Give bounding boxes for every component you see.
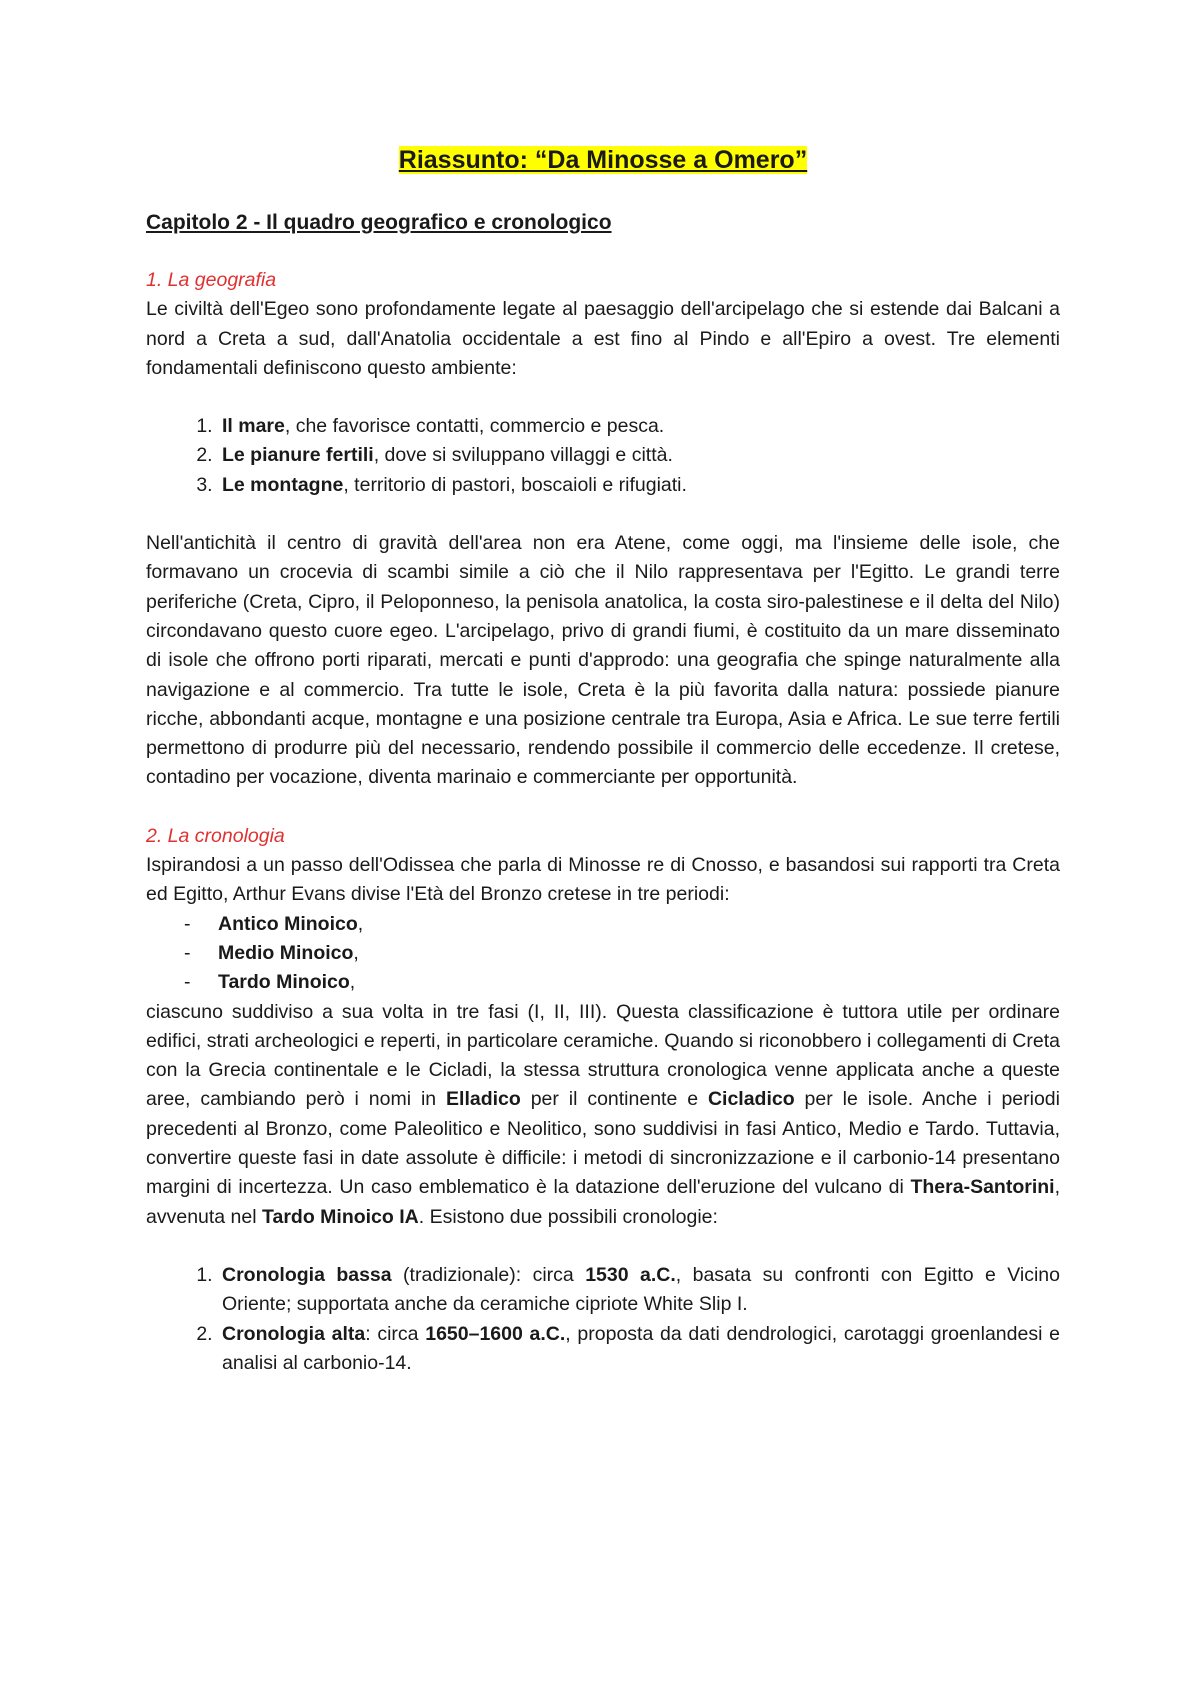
document-title — [146, 142, 1060, 178]
list-item — [184, 939, 1060, 968]
chronologies-list — [146, 1261, 1060, 1378]
list-item — [218, 412, 1060, 441]
text-run: (tradizionale): circa — [391, 1263, 586, 1286]
bold-term: Tardo Minoico IA — [262, 1205, 419, 1228]
text-run: , basata su confronti con Egitto e Vicino Oriente; supportata anche da ceramiche cipriote White Slip I. — [222, 1263, 1061, 1316]
geography-elements-list — [146, 412, 1060, 500]
list-item — [218, 1320, 1060, 1379]
list-item-bold: Il mare — [222, 415, 285, 438]
list-item-text: , territorio di pastori, boscaioli e rifugiati. — [343, 473, 687, 496]
section-heading-cronologia: 2. La cronologia — [146, 824, 285, 847]
text-run: , avvenuta nel — [146, 1176, 1060, 1228]
period-suffix: , — [349, 971, 356, 994]
text-run: . Esistono due possibili cronologie: — [418, 1205, 718, 1228]
period-name: Antico Minoico — [218, 912, 358, 935]
chronology-date: 1530 a.C. — [585, 1263, 676, 1286]
section2-intro-paragraph: Ispirandosi a un passo dell'Odissea che parla di Minosse re di Cnosso, e basandosi sui rapporti tra Creta ed Egitto, Arthur Evans divise l'Età del Bronzo cretese in tre periodi: — [146, 854, 1060, 906]
chronology-date: 1650–1600 a.C. — [425, 1322, 566, 1345]
list-item-bold: Le pianure fertili — [222, 444, 374, 467]
section1-intro-paragraph: Le civiltà dell'Egeo sono profondamente legate al paesaggio dell'arcipelago che si estende dai Balcani a nord a Creta a sud, dall'Anatolia occidentale a est fino al Pindo e all'Epiro a ovest. Tre elementi fondamentali definiscono questo ambiente: — [146, 298, 1060, 379]
list-item — [218, 441, 1060, 470]
text-run: per il continente e — [520, 1088, 708, 1111]
period-name: Tardo Minoico — [218, 971, 350, 994]
bold-term: Elladico — [446, 1088, 521, 1111]
section-heading-geografia: 1. La geografia — [146, 269, 277, 291]
periods-list — [146, 910, 1060, 998]
list-item-text: , dove si sviluppano villaggi e città. — [373, 444, 673, 467]
text-run: ciascuno suddiviso a sua volta in tre fasi (I, II, III). Questa classificazione è tuttora utile per ordinare edifici, strati archeologici e reperti, in particolare ceramiche. Quando si riconobbero i collegamenti di Creta con la Grecia continentale e le Cicladi, la stessa struttura cronologica venne applicata anche a queste aree, cambiando però i nomi in — [146, 1000, 1060, 1111]
document-content — [146, 142, 1060, 1378]
period-name: Medio Minoico — [218, 941, 354, 964]
list-item — [184, 910, 1060, 939]
chapter-heading: Capitolo 2 - Il quadro geografico e cronologico — [146, 211, 612, 234]
document-title-text: Riassunto: “Da Minosse a Omero” — [398, 146, 808, 174]
bold-term: Thera-Santorini — [910, 1176, 1055, 1199]
period-suffix: , — [357, 912, 364, 935]
list-item-text: , che favorisce contatti, commercio e pesca. — [284, 415, 665, 438]
list-item-bold: Le montagne — [222, 473, 344, 496]
section1-body-paragraph: Nell'antichità il centro di gravità dell'area non era Atene, come oggi, ma l'insieme delle isole, che formavano un crocevia di scambi simile a ciò che il Nilo rappresentava per l'Egitto. Le grandi terre periferiche (Creta, Cipro, il Peloponneso, la penisola anatolica, la costa siro-palestinese e il delta del Nilo) circondavano questo cuore egeo. L'arcipelago, privo di grandi fiumi, è costituito da un mare disseminato di isole che offrono porti riparati, mercati e punti d'approdo: una geografia che spinge naturalmente alla navigazione e al commercio. Tra tutte le isole, Creta è la più favorita dalla natura: possiede pianure ricche, abbondanti acque, montagne e una posizione centrale tra Europa, Asia e Africa. Le sue terre fertili permettono di produrre più del necessario, rendendo possibile il commercio delle eccedenze. Il cretese, contadino per vocazione, diventa marinaio e commerciante per opportunità. — [146, 532, 1060, 789]
text-run: , proposta da dati dendrologici, carotaggi groenlandesi e analisi al carbonio-14. — [222, 1322, 1060, 1374]
list-item — [184, 968, 1060, 997]
list-item — [218, 471, 1060, 500]
chronology-name: Cronologia alta — [222, 1322, 366, 1345]
chronology-name: Cronologia bassa — [222, 1263, 392, 1286]
list-item — [218, 1261, 1060, 1320]
section2-body-paragraph — [146, 998, 1060, 1232]
text-run: per le isole. Anche i periodi precedenti al Bronzo, come Paleolitico e Neolitico, sono suddivisi in fasi Antico, Medio e Tardo. Tuttavia, convertire queste fasi in date assolute è difficile: i metodi di sincronizzazione e il carbonio-14 presentano margini di incertezza. Un caso emblematico è la datazione dell'eruzione del vulcano di — [146, 1088, 1060, 1199]
bold-term: Cicladico — [707, 1088, 795, 1111]
period-suffix: , — [353, 941, 359, 964]
text-run: : circa — [365, 1322, 426, 1345]
